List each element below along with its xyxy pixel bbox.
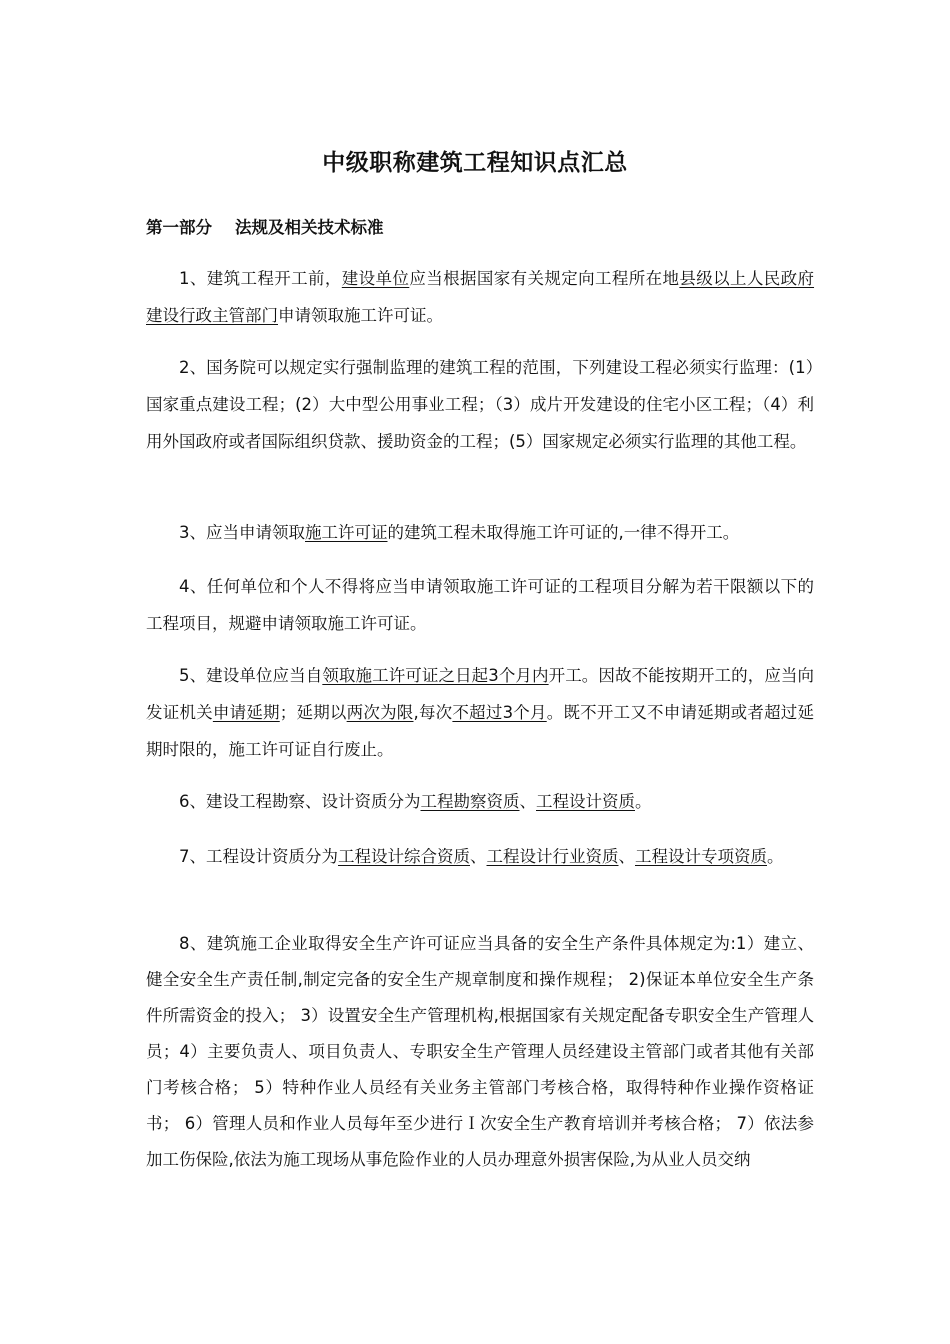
paragraph-text: 。既不开工又不申请延期或者超过延期时限的，施工许可证自行废止。: [146, 703, 814, 759]
paragraph-text: ；延期以: [279, 703, 347, 722]
paragraph-text: 。: [767, 847, 784, 866]
paragraph-2: [146, 349, 814, 460]
paragraph-text: 、: [618, 847, 635, 866]
paragraph-text: 1、建筑工程开工前，: [179, 269, 342, 288]
underlined-text: 申请延期: [212, 703, 280, 722]
underlined-text: 工程设计资质: [536, 792, 635, 811]
underlined-text: 县级以上人民政府建设行政主管部门: [146, 269, 815, 325]
paragraph-text: 3、应当申请领取: [179, 523, 305, 542]
paragraph-5: [146, 657, 814, 768]
document-title: 中级职称建筑工程知识点汇总: [322, 150, 628, 176]
underlined-text: 不超过3个月: [452, 703, 547, 722]
paragraph-3: [146, 514, 814, 551]
underlined-text: 领取施工许可证之日起3个月内: [322, 666, 549, 685]
paragraph-7: [146, 838, 814, 875]
paragraph-text: 应当根据国家有关规定向工程所在地: [409, 269, 680, 288]
underlined-text: 工程设计综合资质: [338, 847, 470, 866]
paragraph-text: 、: [519, 792, 536, 811]
underlined-text: 工程设计行业资质: [486, 847, 619, 866]
underlined-text: 建设单位: [341, 269, 410, 288]
section-heading: 第一部分 法规及相关技术标准: [146, 218, 384, 237]
paragraph-6: [146, 783, 814, 820]
underlined-text: 工程勘察资质: [420, 792, 520, 811]
paragraph-text: 的建筑工程未取得施工许可证的,一律不得开工。: [387, 523, 740, 542]
paragraph-text: ,每次: [413, 703, 453, 722]
paragraph-text: 2、国务院可以规定实行强制监理的建筑工程的范围，下列建设工程必须实行监理：(1）国家重点建设工程；(2）大中型公用事业工程；（3）成片开发建设的住宅小区工程；（4）利用外国政府或者国际组织贷款、援助资金的工程；(5）国家规定必须实行监理的其他工程。: [146, 358, 814, 451]
paragraph-text: 8、建筑施工企业取得安全生产许可证应当具备的安全生产条件具体规定为:1）建立、健全安全生产责任制,制定完备的安全生产规章制度和操作规程； 2)保证本单位安全生产条件所需资金的投入； 3）设置安全生产管理机构,根据国家有关规定配备专职安全生产管理人员；4）主要负责人、项目负责人、专职安全生产管理人员经建设主管部门或者其他有关部门考核合格； 5）特种作业人员经有关业务主管部门考核合格，取得特种作业操作资格证书； 6）管理人员和作业人员每年至少进行Ｉ次安全生产教育培训并考核合格； 7）依法参加工伤保险,依法为施工现场从事危险作业的人员办理意外损害保险,为从业人员交纳: [146, 934, 814, 1169]
underlined-text: 工程设计专项资质: [635, 847, 767, 866]
paragraph-text: 4、任何单位和个人不得将应当申请领取施工许可证的工程项目分解为若干限额以下的工程项目，规避申请领取施工许可证。: [146, 577, 814, 633]
underlined-text: 两次为限: [346, 703, 414, 722]
paragraph-text: 7、工程设计资质分为: [179, 847, 338, 866]
paragraph-text: 、: [470, 847, 487, 866]
paragraph-1: [146, 260, 814, 334]
paragraph-text: 开工。因故不能按期开工的，应当向发证机关: [146, 666, 815, 722]
underlined-text: 施工许可证: [305, 523, 388, 542]
paragraph-8: [146, 926, 814, 1178]
paragraph-text: 5、建设单位应当自: [179, 666, 323, 685]
paragraph-text: 。: [635, 792, 652, 811]
paragraph-text: 申请领取施工许可证。: [278, 306, 443, 325]
paragraph-4: [146, 568, 814, 642]
paragraph-text: 6、建设工程勘察、设计资质分为: [179, 792, 421, 811]
